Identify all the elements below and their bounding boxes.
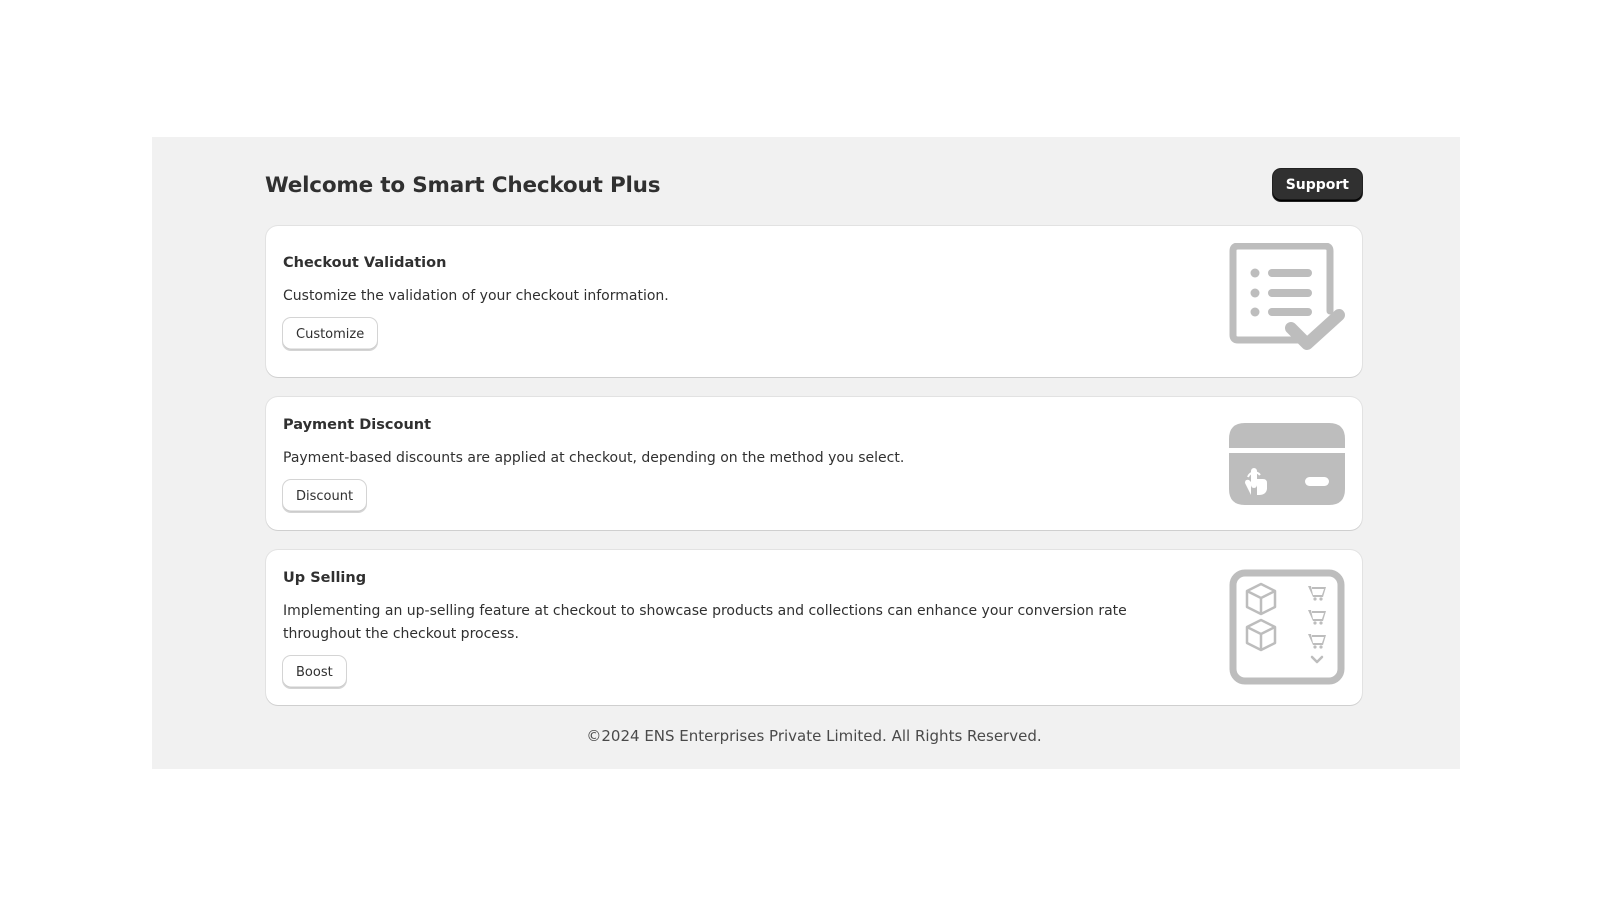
- footer-copyright: ©2024 ENS Enterprises Private Limited. All Rights Reserved.: [586, 727, 1042, 745]
- up-selling-card: [266, 550, 1362, 705]
- card-title: Payment Discount: [283, 417, 432, 433]
- payment-discount-card: [266, 397, 1362, 530]
- page-header: [266, 137, 1362, 225]
- page-title: Welcome to Smart Checkout Plus: [265, 172, 661, 198]
- customize-button[interactable]: Customize: [283, 318, 377, 350]
- page-content: [265, 137, 1362, 745]
- boost-button[interactable]: Boost: [283, 656, 346, 688]
- discount-button[interactable]: Discount: [283, 480, 366, 512]
- card-description: Implementing an up-selling feature at checkout to showcase products and collections can enhance your conversion rate throughout the checkout process.: [283, 603, 1127, 642]
- checklist-icon: [1227, 243, 1345, 361]
- checkout-validation-card: [266, 226, 1362, 377]
- app-frame: [152, 137, 1460, 769]
- credit-card-icon: [1229, 423, 1345, 505]
- card-description: Customize the validation of your checkout information.: [283, 288, 669, 304]
- card-title: Up Selling: [283, 570, 367, 586]
- support-button[interactable]: Support: [1273, 169, 1362, 201]
- card-title: Checkout Validation: [283, 255, 447, 271]
- upsell-boxes-icon: [1229, 569, 1345, 685]
- card-description: Payment-based discounts are applied at checkout, depending on the method you select.: [283, 450, 905, 466]
